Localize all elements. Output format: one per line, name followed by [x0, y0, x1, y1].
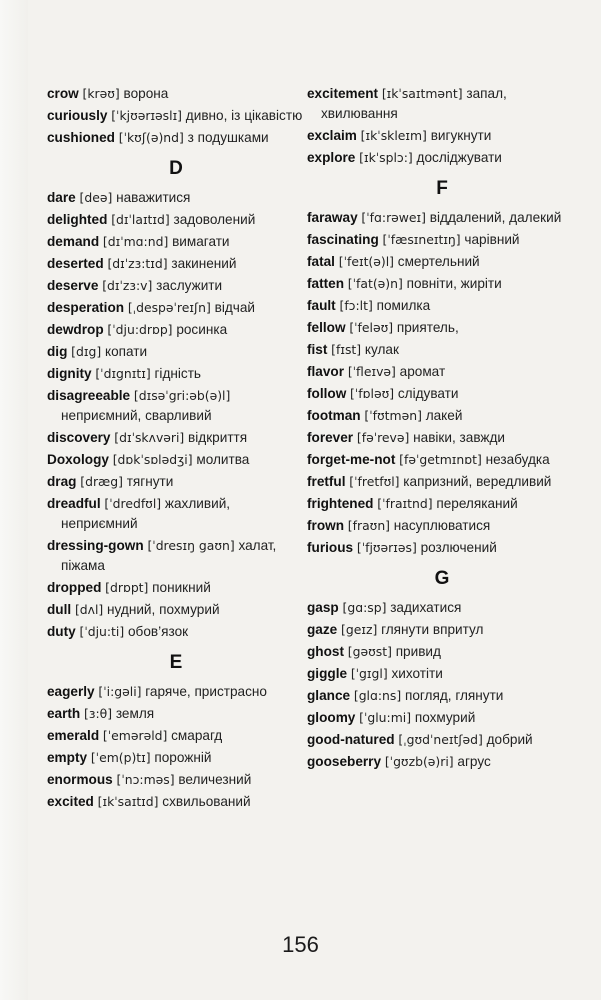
translation: віддалений, далекий: [429, 210, 562, 225]
dictionary-entry: [307, 84, 577, 124]
translation: задихатися: [390, 600, 462, 615]
translation: з подушками: [187, 130, 269, 145]
headword: furious: [307, 540, 354, 555]
dictionary-entry: [307, 230, 577, 250]
dictionary-entry: [47, 792, 305, 812]
dictionary-entry: [47, 704, 305, 724]
dictionary-entry: [307, 296, 577, 316]
translation: навіки, завжди: [413, 430, 506, 445]
translation: неприємний, сварливий: [61, 408, 212, 423]
headword: gasp: [307, 600, 339, 615]
headword: dreadful: [47, 496, 101, 511]
dictionary-entry: [47, 494, 305, 534]
dictionary-entry: [307, 730, 577, 750]
dictionary-entry: [47, 276, 305, 296]
dictionary-entry: [47, 450, 305, 470]
translation: незабудка: [485, 452, 550, 467]
headword: eagerly: [47, 684, 95, 699]
transcription: [geɪz]: [341, 622, 378, 637]
dictionary-entry: [47, 298, 305, 318]
dictionary-entry: [307, 450, 577, 470]
headword: deserve: [47, 278, 99, 293]
dictionary-entry: [47, 386, 305, 426]
dictionary-entry: [307, 664, 577, 684]
headword: dull: [47, 602, 72, 617]
transcription: [dɪˈlaɪtɪd]: [111, 212, 170, 227]
headword: fatten: [307, 276, 345, 291]
translation: земля: [115, 706, 155, 721]
transcription: [ɪkˈsaɪtmənt]: [381, 86, 463, 101]
headword: emerald: [47, 728, 100, 743]
headword: curiously: [47, 108, 108, 123]
translation: кулак: [364, 342, 399, 357]
translation: схвильований: [162, 794, 251, 809]
dictionary-entry: [307, 126, 577, 146]
translation: дивно, із цікавістю: [185, 108, 303, 123]
dictionary-entry: [47, 578, 305, 598]
headword: glance: [307, 688, 351, 703]
transcription: [ɪkˈskleɪm]: [360, 128, 427, 143]
translation: вигукнути: [430, 128, 492, 143]
dictionary-entry: [307, 252, 577, 272]
transcription: [ˌdespəˈreɪʃn]: [127, 300, 211, 315]
dictionary-entry: [307, 428, 577, 448]
translation: обов’язок: [127, 624, 189, 639]
transcription: [gəʊst]: [347, 644, 392, 659]
headword: fascinating: [307, 232, 379, 247]
transcription: [ɪkˈsplɔ:]: [359, 150, 413, 165]
transcription: [ˈfleɪvə]: [347, 364, 396, 379]
dictionary-entry: [307, 362, 577, 382]
transcription: [dɪˈmɑ:nd]: [102, 234, 169, 249]
transcription: [dɪˈzɜ:tɪd]: [107, 256, 168, 271]
transcription: [ɜ:θ]: [84, 706, 113, 721]
translation: погляд, глянути: [404, 688, 504, 703]
dictionary-entry: [47, 364, 305, 384]
translation: переляканий: [436, 496, 518, 511]
page-number: 156: [282, 932, 319, 957]
transcription: [ˈfraɪtnd]: [377, 496, 433, 511]
headword: fist: [307, 342, 328, 357]
dictionary-entry: [47, 472, 305, 492]
section-letter-d: D: [169, 158, 183, 179]
translation: приятель,: [396, 320, 459, 335]
translation: порожній: [154, 750, 212, 765]
dictionary-entry: [47, 428, 305, 448]
translation: смертельний: [397, 254, 480, 269]
transcription: [krəʊ]: [82, 86, 120, 101]
headword: fatal: [307, 254, 335, 269]
translation: досліджувати: [416, 150, 502, 165]
transcription: [ˈgʊzb(ə)ri]: [384, 754, 454, 769]
headword: frown: [307, 518, 344, 533]
translation: розлючений: [420, 540, 497, 555]
right-column: [307, 84, 577, 774]
headword: earth: [47, 706, 81, 721]
transcription: [ˈfretfʊl]: [349, 474, 400, 489]
headword: faraway: [307, 210, 358, 225]
headword: dropped: [47, 580, 102, 595]
dictionary-entry: [307, 642, 577, 662]
dictionary-entry: [47, 682, 305, 702]
translation: аромат: [399, 364, 446, 379]
dictionary-entry: [47, 342, 305, 362]
headword: enormous: [47, 772, 113, 787]
dictionary-entry: [307, 752, 577, 772]
headword: forever: [307, 430, 354, 445]
transcription: [dɪˈskʌvəri]: [114, 430, 185, 445]
headword: crow: [47, 86, 79, 101]
headword: frightened: [307, 496, 374, 511]
dictionary-entry: [47, 748, 305, 768]
transcription: [ˈfɑ:rəweɪ]: [361, 210, 426, 225]
dictionary-entry: [47, 254, 305, 274]
transcription: [fraʊn]: [347, 518, 391, 533]
dictionary-entry: [307, 208, 577, 228]
translation: вимагати: [172, 234, 230, 249]
headword: flavor: [307, 364, 345, 379]
translation: величезний: [178, 772, 252, 787]
dictionary-entry: [307, 406, 577, 426]
headword: fretful: [307, 474, 346, 489]
section-letter-e: E: [169, 652, 183, 673]
transcription: [fɪst]: [331, 342, 362, 357]
translation: хихотіти: [391, 666, 443, 681]
transcription: [deə]: [79, 190, 113, 205]
headword: Doxology: [47, 452, 109, 467]
translation: тягнути: [126, 474, 174, 489]
headword: cushioned: [47, 130, 115, 145]
translation: похмурий: [414, 710, 476, 725]
headword: footman: [307, 408, 361, 423]
transcription: [ɪkˈsaɪtɪd]: [97, 794, 159, 809]
dictionary-entry: [307, 472, 577, 492]
translation: глянути впритул: [381, 622, 484, 637]
headword: fault: [307, 298, 336, 313]
transcription: [ˈfjʊərɪəs]: [356, 540, 417, 555]
translation: відкриття: [188, 430, 248, 445]
dictionary-entry: [307, 340, 577, 360]
headword: disagreeable: [47, 388, 131, 403]
transcription: [ˈkjʊərɪəslɪ]: [111, 108, 183, 123]
headword: demand: [47, 234, 100, 249]
translation: нудний, похмурий: [107, 602, 220, 617]
transcription: [ˈi:gəli]: [98, 684, 142, 699]
headword: giggle: [307, 666, 348, 681]
translation: ворона: [123, 86, 169, 101]
transcription: [ˈem(p)tɪ]: [90, 750, 151, 765]
transcription: [ˈdju:drɒp]: [107, 322, 173, 337]
translation: гідність: [154, 366, 202, 381]
translation: наважитися: [116, 190, 191, 205]
headword: drag: [47, 474, 77, 489]
transcription: [ˈfʊtmən]: [364, 408, 422, 423]
headword: gaze: [307, 622, 338, 637]
translation: халат, піжама: [61, 538, 277, 573]
translation: запал, хвилювання: [321, 86, 507, 121]
headword: excitement: [307, 86, 379, 101]
transcription: [ˈkʊʃ(ə)nd]: [118, 130, 184, 145]
dictionary-entry: [47, 726, 305, 746]
transcription: [ˈgɪgl]: [350, 666, 388, 681]
dictionary-entry: [47, 536, 305, 576]
headword: empty: [47, 750, 88, 765]
transcription: [ˈfeɪt(ə)l]: [338, 254, 394, 269]
transcription: [fɔ:lt]: [339, 298, 373, 313]
translation: закинений: [171, 256, 237, 271]
dictionary-entry: [307, 708, 577, 728]
dictionary-entry: [47, 600, 305, 620]
headword: dressing-gown: [47, 538, 144, 553]
headword: dig: [47, 344, 68, 359]
transcription: [ˈdɪgnɪtɪ]: [95, 366, 151, 381]
dictionary-entry: [307, 274, 577, 294]
headword: gooseberry: [307, 754, 382, 769]
transcription: [dræg]: [80, 474, 123, 489]
transcription: [ˈdresɪŋ gaʊn]: [147, 538, 235, 553]
headword: dare: [47, 190, 76, 205]
translation: задоволений: [173, 212, 256, 227]
transcription: [ˈdredfʊl]: [104, 496, 162, 511]
left-column: [47, 84, 305, 814]
translation: насуплюватися: [393, 518, 491, 533]
transcription: [dɪˈzɜ:v]: [102, 278, 153, 293]
headword: dignity: [47, 366, 92, 381]
transcription: [ˈnɔ:məs]: [116, 772, 175, 787]
headword: duty: [47, 624, 76, 639]
dictionary-entry: [307, 384, 577, 404]
translation: помилка: [376, 298, 431, 313]
translation: гаряче, пристрасно: [145, 684, 267, 699]
headword: discovery: [47, 430, 111, 445]
headword: good-natured: [307, 732, 395, 747]
transcription: [ˈemərəld]: [102, 728, 168, 743]
translation: поникний: [152, 580, 211, 595]
translation: заслужити: [156, 278, 223, 293]
transcription: [ˈfɒləʊ]: [350, 386, 395, 401]
translation: агрус: [457, 754, 491, 769]
dictionary-entry: [47, 770, 305, 790]
translation: росинка: [176, 322, 228, 337]
headword: delighted: [47, 212, 108, 227]
headword: exclaim: [307, 128, 357, 143]
transcription: [ˌgʊdˈneɪtʃəd]: [398, 732, 483, 747]
transcription: [ˈfat(ə)n]: [347, 276, 403, 291]
translation: слідувати: [397, 386, 459, 401]
dictionary-entry: [47, 128, 305, 148]
dictionary-entry: [307, 538, 577, 558]
transcription: [ˈfeləʊ]: [349, 320, 394, 335]
dictionary-entry: [47, 188, 305, 208]
transcription: [ˈglu:mi]: [359, 710, 412, 725]
dictionary-entry: [47, 232, 305, 252]
headword: deserted: [47, 256, 104, 271]
transcription: [gɑ:sp]: [342, 600, 387, 615]
translation: копати: [104, 344, 148, 359]
dictionary-entry: [307, 516, 577, 536]
section-letter-g: G: [434, 568, 450, 589]
dictionary-entry: [307, 318, 577, 338]
headword: ghost: [307, 644, 344, 659]
headword: dewdrop: [47, 322, 104, 337]
translation: лакей: [425, 408, 463, 423]
dictionary-entry: [307, 686, 577, 706]
transcription: [fəˈgetmɪnɒt]: [399, 452, 482, 467]
translation: чарівний: [464, 232, 520, 247]
translation: добрий: [486, 732, 533, 747]
translation: привид: [395, 644, 441, 659]
transcription: [ˈfæsɪneɪtɪŋ]: [382, 232, 461, 247]
dictionary-entry: [47, 210, 305, 230]
headword: excited: [47, 794, 94, 809]
translation: жахливий, неприємний: [61, 496, 231, 531]
headword: desperation: [47, 300, 125, 315]
dictionary-entry: [47, 622, 305, 642]
dictionary-entry: [307, 598, 577, 618]
headword: gloomy: [307, 710, 356, 725]
transcription: [ˈdju:ti]: [79, 624, 125, 639]
translation: повніти, жиріти: [406, 276, 502, 291]
dictionary-entry: [307, 620, 577, 640]
transcription: [dɪg]: [71, 344, 102, 359]
transcription: [glɑ:ns]: [353, 688, 402, 703]
dictionary-entry: [307, 494, 577, 514]
translation: відчай: [214, 300, 256, 315]
translation: капризний, вередливий: [403, 474, 552, 489]
headword: follow: [307, 386, 347, 401]
section-letter-f: F: [436, 178, 448, 199]
translation: молитва: [196, 452, 250, 467]
dictionary-entry: [47, 84, 305, 104]
transcription: [fəˈrevə]: [356, 430, 410, 445]
dictionary-entry: [47, 106, 305, 126]
headword: explore: [307, 150, 356, 165]
transcription: [dɒkˈsɒlədʒi]: [112, 452, 193, 467]
headword: forget-me-not: [307, 452, 396, 467]
translation: смарагд: [171, 728, 223, 743]
headword: fellow: [307, 320, 346, 335]
dictionary-entry: [307, 148, 577, 168]
dictionary-entry: [47, 320, 305, 340]
transcription: [dʌl]: [74, 602, 104, 617]
transcription: [dɪsəˈgri:əb(ə)l]: [133, 388, 231, 403]
transcription: [drɒpt]: [105, 580, 149, 595]
